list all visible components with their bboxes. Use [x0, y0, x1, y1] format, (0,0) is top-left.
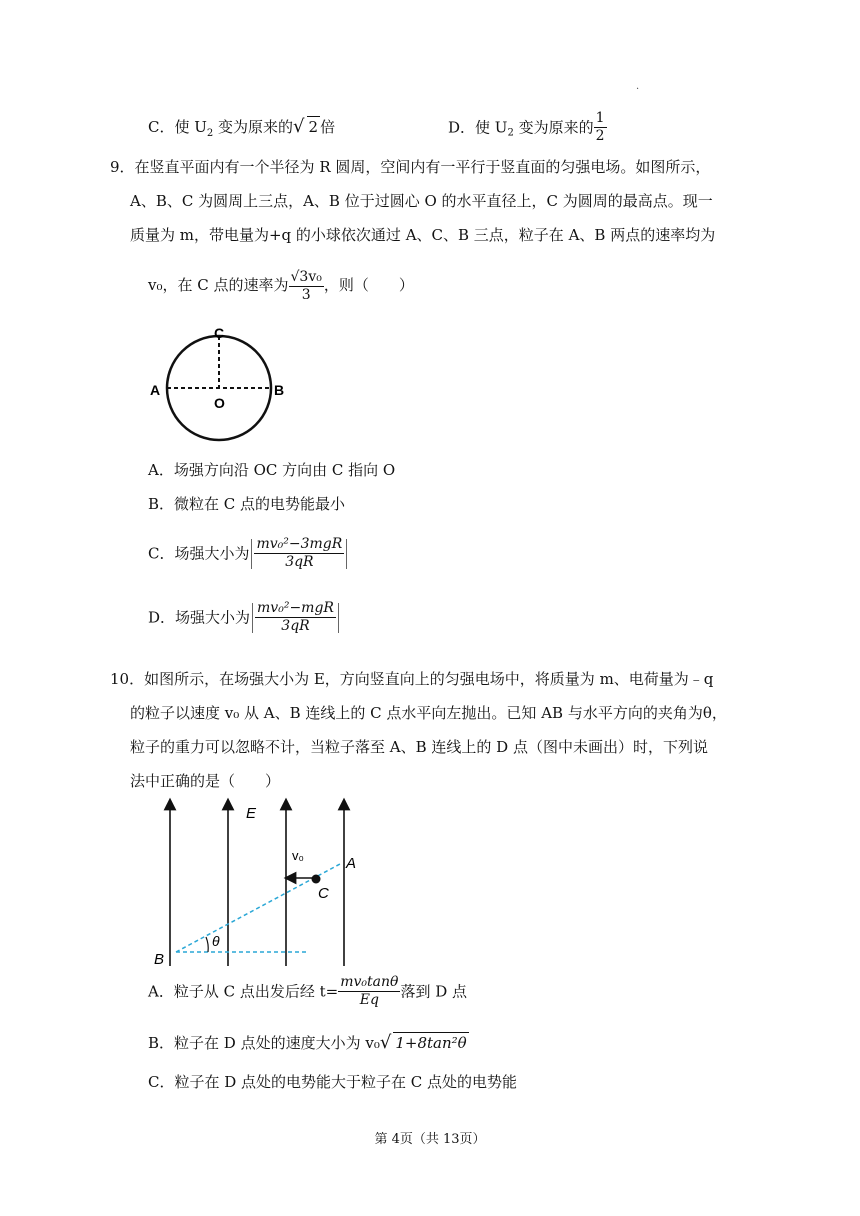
q10-line1: 10．如图所示，在场强大小为 E，方向竖直向上的匀强电场中，将质量为 m、电荷量为﹣q — [110, 670, 714, 688]
q10-line4: 法中正确的是（ ） — [130, 772, 281, 790]
q9-circle-figure — [140, 320, 300, 445]
q9-option-a: A．场强方向沿 OC 方向由 C 指向 O — [148, 461, 396, 479]
label-v0: v₀ — [292, 848, 304, 863]
label-b: B — [274, 382, 285, 398]
label-theta: θ — [212, 933, 220, 949]
label-a: A — [346, 855, 357, 872]
q10-field-figure — [148, 796, 378, 972]
label-c: C — [318, 885, 329, 902]
page-footer: 第 4页（共 13页） — [374, 1132, 486, 1147]
q8-option-c: C．使 $U_2$ 变为原来的√ 2 倍 — [148, 116, 336, 139]
label-o: O — [214, 395, 225, 411]
q9-option-c: C．场强大小为 $\frac{\text{mv₀²−3mgR}}{3qR}$ — [148, 536, 349, 571]
q9-line4: v₀，在 C 点的速率为 $\frac{\text{√3v₀}}{3}$ ，则（ ） — [148, 268, 414, 303]
q8-option-d: D．使 $U_2$ 变为原来的 $\frac{1}{2}$ — [448, 110, 605, 144]
q10-stem — [110, 662, 732, 798]
q9-line1: 9．在竖直平面内有一个半径为 R 圆周，空间内有一平行于竖直面的匀强电场。如图所示， — [110, 158, 711, 176]
particle-c — [312, 875, 321, 884]
q10-option-b: B．粒子在 D 点处的速度大小为 v₀√ 1+8tan²θ — [148, 1032, 467, 1053]
q9-line3: 质量为 m，带电量为+q 的小球依次通过 A、C、B 三点，粒子在 A、B 两点的速率均为 — [130, 226, 716, 244]
label-b: B — [154, 951, 165, 968]
stray-dot: · — [636, 84, 640, 95]
angle-arc — [206, 937, 208, 952]
q10-line3: 粒子的重力可以忽略不计，当粒子落至 A、B 连线上的 D 点（图中未画出）时，下列说 — [130, 738, 708, 756]
q9-line2: A、B、C 为圆周上三点，A、B 位于过圆心 O 的水平直径上，C 为圆周的最高点。现一 — [130, 192, 713, 210]
q10-line2: 的粒子以速度 v₀ 从 A、B 连线上的 C 点水平向左抛出。已知 AB 与水平方向的夹角为θ， — [130, 704, 727, 722]
q9-option-d: D．场强大小为 $\frac{\text{mv₀²−mgR}}{3qR}$ — [148, 600, 341, 635]
q10-option-c: C．粒子在 D 点处的电势能大于粒子在 C 点处的电势能 — [148, 1073, 518, 1091]
label-a: A — [150, 382, 161, 398]
q10-option-a: A．粒子从 C 点出发后经 t= $\frac{\text{mv₀tanθ}}{Eq}$ 落到 D 点 — [148, 974, 468, 1008]
label-e: E — [246, 805, 257, 822]
q9-stem — [110, 150, 732, 252]
q9-option-b: B．微粒在 C 点的电势能最小 — [148, 495, 346, 513]
label-c: C — [214, 325, 225, 341]
